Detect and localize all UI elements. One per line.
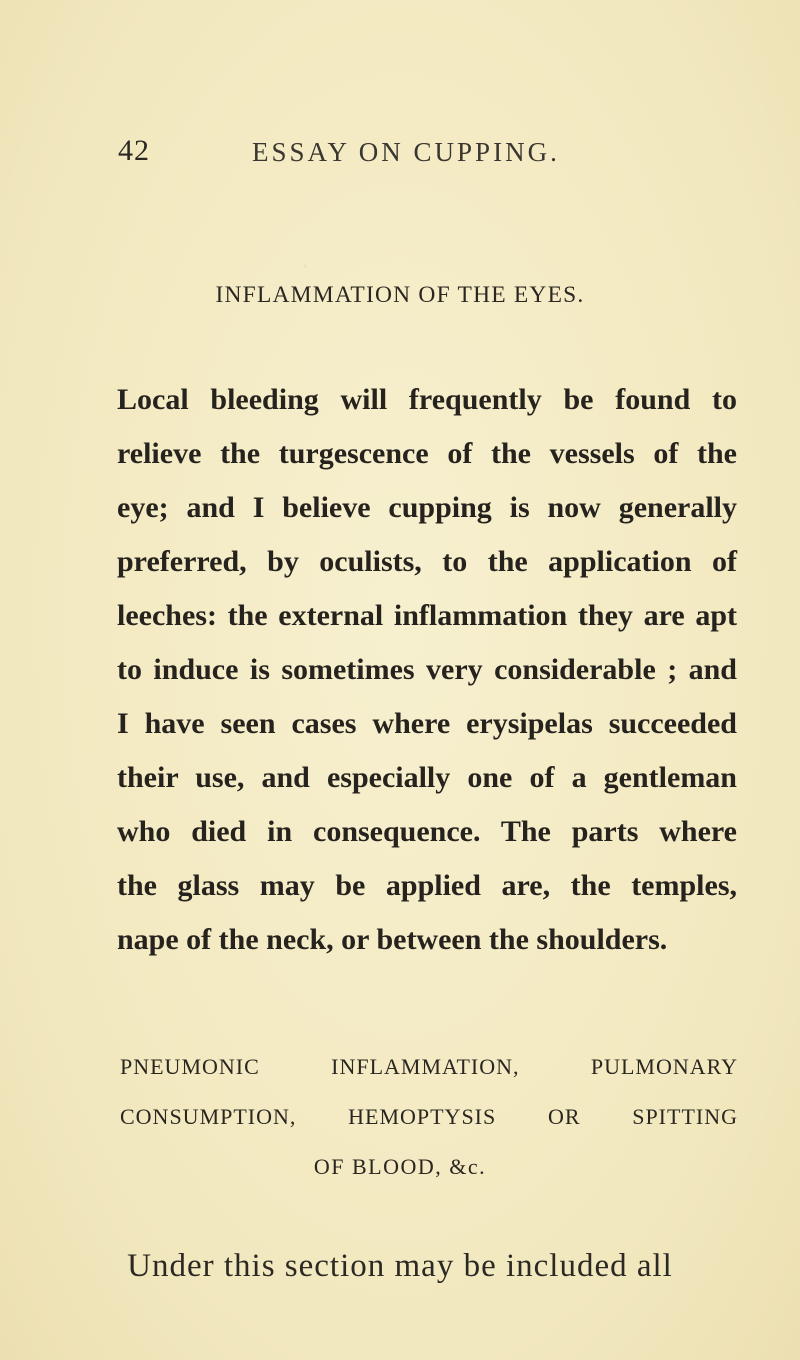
paragraph-line: their use, and especially one of a gentleman bbox=[117, 761, 737, 794]
paragraph-line: Local bleeding will frequently be found to bbox=[117, 383, 737, 416]
paragraph-line: to induce is sometimes very considerable ; and bbox=[117, 653, 737, 686]
paragraph-line: eye; and I believe cupping is now generally bbox=[117, 491, 737, 524]
paragraph-start-line: Under this section may be included all bbox=[127, 1248, 673, 1284]
running-title: ESSAY ON CUPPING. bbox=[252, 137, 560, 167]
paragraph-line: relieve the turgescence of the vessels of the bbox=[117, 437, 737, 470]
page-number: 42 bbox=[118, 134, 150, 167]
paragraph-line: who died in consequence. The parts where bbox=[117, 815, 737, 848]
paragraph-line: preferred, by oculists, to the application of bbox=[117, 545, 737, 578]
subheading-line: OF BLOOD, &c. bbox=[313, 1154, 487, 1179]
section-heading: INFLAMMATION OF THE EYES. bbox=[215, 282, 585, 308]
paragraph-line: I have seen cases where erysipelas succeeded bbox=[117, 707, 737, 740]
show-through-text: · bbox=[300, 250, 310, 283]
subheading-line: PNEUMONIC INFLAMMATION, PULMONARY bbox=[120, 1054, 738, 1079]
paragraph-line: the glass may be applied are, the temples, bbox=[117, 869, 737, 902]
running-head bbox=[118, 134, 618, 174]
paragraph-line: leeches: the external inflammation they are apt bbox=[117, 599, 737, 632]
subheading-line: CONSUMPTION, HEMOPTYSIS OR SPITTING bbox=[120, 1104, 738, 1129]
paragraph-line: nape of the neck, or between the shoulders. bbox=[117, 923, 668, 956]
